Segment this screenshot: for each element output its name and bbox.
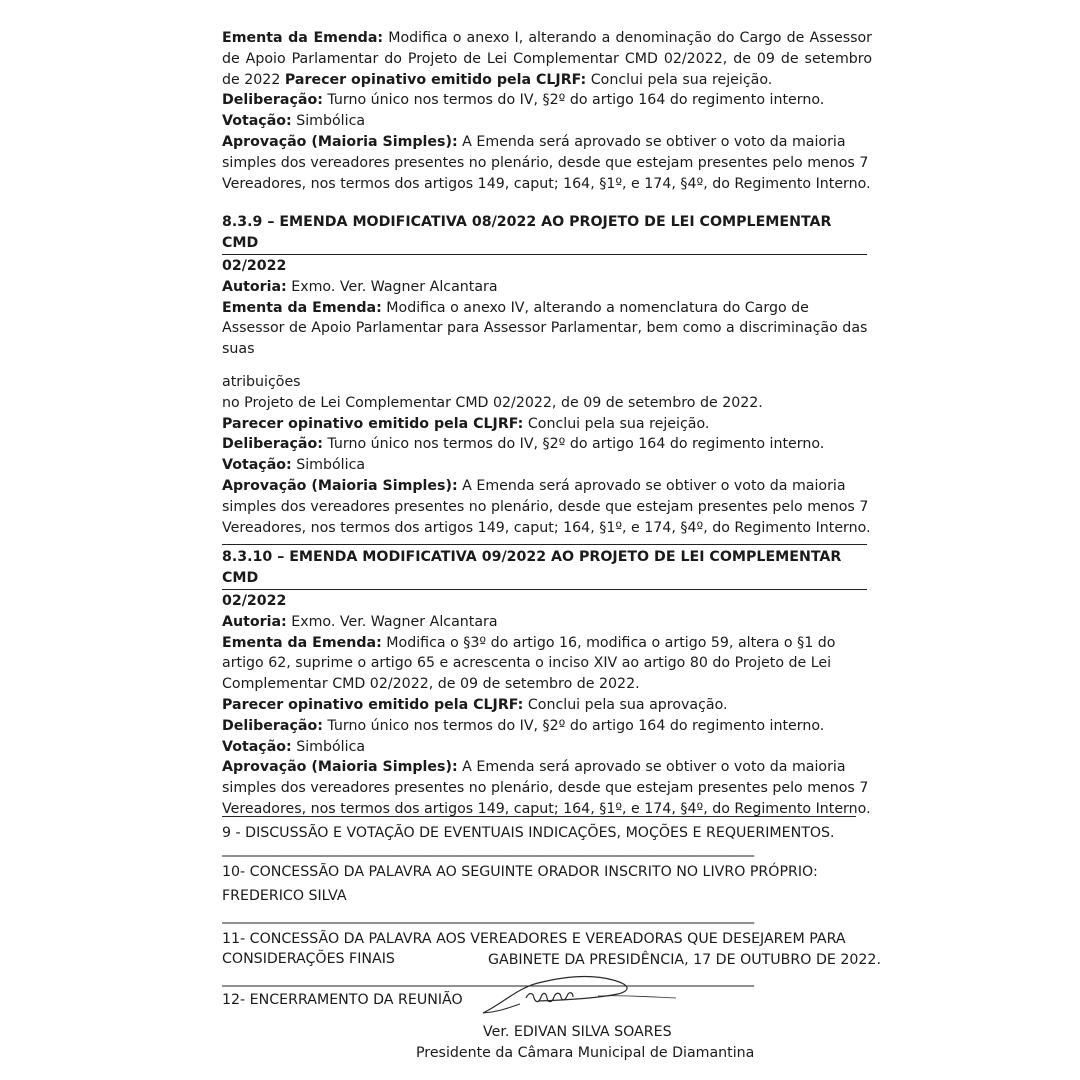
parecer — [222, 695, 872, 716]
label: Aprovação (Maioria Simples): — [222, 759, 458, 776]
label: Votação: — [222, 738, 292, 755]
text: Simbólica — [291, 113, 366, 130]
ementa-cont-1: atribuições — [222, 373, 301, 390]
section-8-3-9 — [222, 212, 872, 538]
section-heading-cont: 02/2022 — [222, 592, 287, 609]
text: A Emenda será aprovado se obtiver o voto da maioria simples dos vereadores presentes no plenário, desde que estejam presentes pelo menos 7 Vereadores, nos termos dos artigos 149, caput; 164, §1º, e 174, §4º, do Regimento Interno. — [222, 133, 871, 192]
label: Parecer opinativo emitido pela CLJRF: — [284, 71, 587, 88]
aprovacao — [222, 757, 872, 819]
text: Turno único nos termos do IV, §2º do artigo 164 do regimento interno. — [322, 436, 825, 453]
label: Votação: — [222, 113, 292, 130]
autoria — [222, 612, 872, 633]
parecer — [222, 414, 872, 435]
text: Exmo. Ver. Wagner Alcantara — [286, 278, 498, 295]
top-ementa — [222, 28, 872, 90]
document-page — [222, 28, 872, 1011]
section-rule — [222, 544, 867, 545]
label: Ementa da Emenda: — [222, 299, 382, 316]
section-8-3-10 — [222, 544, 872, 816]
agenda-item-9: 9 - DISCUSSÃO E VOTAÇÃO DE EVENTUAIS INDICAÇÕES, MOÇÕES E REQUERIMENTOS. — [222, 824, 835, 841]
text: Exmo. Ver. Wagner Alcantara — [286, 613, 498, 630]
dash-separator: ___________________________________________________________________________ — [222, 841, 755, 858]
votacao — [222, 737, 872, 758]
agenda-item-10-name: FREDERICO SILVA — [222, 888, 347, 905]
signer-name: Ver. EDIVAN SILVA SOARES — [483, 1024, 672, 1040]
aprovacao — [222, 476, 872, 538]
label: Votação: — [222, 457, 292, 474]
autoria — [222, 277, 872, 298]
section-heading: 8.3.9 – EMENDA MODIFICATIVA 08/2022 AO PROJETO DE LEI COMPLEMENTAR CMD — [222, 212, 867, 255]
deliberacao — [222, 716, 872, 737]
ementa — [222, 298, 872, 360]
dash-separator: ___________________________________________________________________________ — [222, 907, 755, 924]
agenda-item-12: 12- ENCERRAMENTO DA REUNIÃO — [222, 992, 463, 1009]
text: Simbólica — [291, 738, 366, 755]
signer-title: Presidente da Câmara Municipal de Diamantina — [416, 1045, 755, 1061]
text: Modifica o §3º do artigo 16, modifica o artigo 59, altera o §1 do artigo 62, suprime o artigo 65 e acrescenta o inciso XIV ao artigo 80 do Projeto de Lei Complementar CMD 02/2022, de 09 de setembro de 2022. — [222, 634, 836, 693]
text: Simbólica — [291, 457, 366, 474]
label: Ementa da Emenda: — [222, 30, 384, 46]
label: Deliberação: — [222, 436, 323, 453]
section-heading-cont: 02/2022 — [222, 257, 287, 274]
label: Parecer opinativo emitido pela CLJRF: — [222, 415, 524, 432]
label: Autoria: — [222, 613, 287, 630]
text: Turno único nos termos do IV, §2º do artigo 164 do regimento interno. — [322, 717, 825, 734]
text: Modifica o anexo I, alterando a denominação do Cargo de Assessor de Apoio Parlamentar do Projeto de Lei Complementar CMD 02/2022, de 09 de setembro de 2022 — [222, 30, 873, 88]
dash-separator: ___________________________________________________________________________ — [222, 971, 755, 988]
text: Conclui pela sua rejeição. — [586, 71, 773, 88]
agenda-item-10: 10- CONCESSÃO DA PALAVRA AO SEGUINTE ORADOR INSCRITO NO LIVRO PRÓPRIO: — [222, 864, 818, 881]
text: Turno único nos termos do IV, §2º do artigo 164 do regimento interno. — [322, 92, 825, 109]
text: Conclui pela sua rejeição. — [523, 415, 710, 432]
label: Autoria: — [222, 278, 287, 295]
text: Conclui pela sua aprovação. — [523, 696, 728, 713]
text: A Emenda será aprovado se obtiver o voto da maioria simples dos vereadores presentes no plenário, desde que estejam presentes pelo menos 7 Vereadores, nos termos dos artigos 149, caput; 164, §1º, e 174, §4º, do Regimento Interno. — [222, 477, 871, 536]
top-aprovacao — [222, 132, 872, 194]
section-heading: 8.3.10 – EMENDA MODIFICATIVA 09/2022 AO PROJETO DE LEI COMPLEMENTAR CMD — [222, 547, 867, 590]
text: Modifica o anexo IV, alterando a nomenclatura do Cargo de Assessor de Apoio Parlamentar para Assessor Parlamentar, bem como a discriminação das suas — [222, 299, 868, 358]
label: Ementa da Emenda: — [222, 634, 382, 651]
votacao — [222, 455, 872, 476]
label: Deliberação: — [222, 717, 323, 734]
place-date: GABINETE DA PRESIDÊNCIA, 17 DE OUTUBRO DE 2022. — [488, 952, 881, 968]
top-deliberacao — [222, 90, 872, 111]
ementa-cont-2: no Projeto de Lei Complementar CMD 02/2022, de 09 de setembro de 2022. — [222, 394, 763, 411]
label: Parecer opinativo emitido pela CLJRF: — [222, 696, 524, 713]
label: Aprovação (Maioria Simples): — [222, 477, 458, 494]
top-votacao — [222, 111, 872, 132]
signature-image — [478, 968, 678, 1018]
ementa — [222, 633, 872, 695]
label: Aprovação (Maioria Simples): — [222, 133, 458, 150]
text: A Emenda será aprovado se obtiver o voto da maioria simples dos vereadores presentes no plenário, desde que estejam presentes pelo menos 7 Vereadores, nos termos dos artigos 149, caput; 164, §1º, e 174, §4º, do Regimento Interno. — [222, 759, 871, 817]
agenda-item-11-cont: CONSIDERAÇÕES FINAIS — [222, 951, 395, 968]
label: Deliberação: — [222, 92, 323, 109]
agenda-item-11: 11- CONCESSÃO DA PALAVRA AOS VEREADORES E VEREADORAS QUE DESEJAREM PARA — [222, 930, 846, 947]
deliberacao — [222, 434, 872, 455]
